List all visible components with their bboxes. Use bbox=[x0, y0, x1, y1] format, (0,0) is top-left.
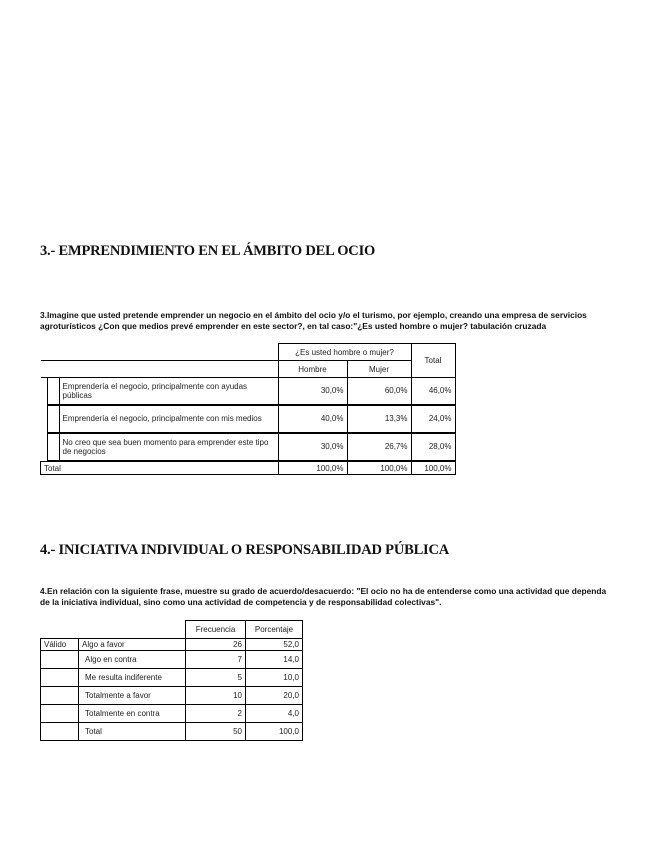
table-row bbox=[41, 669, 303, 687]
table-row bbox=[41, 378, 456, 406]
cell-total: 46,0% bbox=[411, 378, 455, 406]
cell-hombre: 30,0% bbox=[278, 378, 347, 406]
crosstab-table bbox=[40, 343, 456, 475]
corner-cell-2 bbox=[41, 361, 279, 378]
cell-porcentaje: 52,0 bbox=[246, 639, 303, 651]
question-3-text: 3.Imagine que usted pretende emprender un negocio en el ámbito del ocio y/o el turismo, por ejemplo, creando una empresa de servicios agroturísticos ¿Con que medios prevé emprender en este sector?, en tal caso:"¿Es usted hombre o mujer? tabulación cruzada bbox=[40, 310, 587, 331]
total-total: 100,0% bbox=[411, 461, 455, 475]
cell-hombre: 40,0% bbox=[278, 405, 347, 433]
cell-mujer: 26,7% bbox=[347, 433, 411, 461]
cell-frecuencia: 2 bbox=[186, 705, 246, 723]
cell-frecuencia: 50 bbox=[186, 723, 246, 741]
cell-frecuencia: 10 bbox=[186, 687, 246, 705]
cell-porcentaje: 14,0 bbox=[246, 651, 303, 669]
row-label: Emprendería el negocio, principalmente con mis medios bbox=[59, 405, 278, 433]
cell-porcentaje: 20,0 bbox=[246, 687, 303, 705]
row-label: No creo que sea buen momento para emprender este tipo de negocios bbox=[59, 433, 278, 461]
row-label: Me resulta indiferente bbox=[79, 669, 186, 687]
cell-total: 28,0% bbox=[411, 433, 455, 461]
cell-hombre: 30,0% bbox=[278, 433, 347, 461]
header-frecuencia: Frecuencia bbox=[186, 621, 246, 639]
header-porcentaje: Porcentaje bbox=[246, 621, 303, 639]
cell-frecuencia: 7 bbox=[186, 651, 246, 669]
cell-mujer: 60,0% bbox=[347, 378, 411, 406]
table-row bbox=[41, 433, 456, 461]
gender-group-header: ¿Es usted hombre o mujer? bbox=[278, 344, 411, 361]
table-row bbox=[41, 405, 456, 433]
row-label: Algo en contra bbox=[79, 651, 186, 669]
frequency-table bbox=[40, 620, 303, 741]
row-label: Total bbox=[79, 723, 186, 741]
row-label: Totalmente en contra bbox=[79, 705, 186, 723]
cell-total: 24,0% bbox=[411, 405, 455, 433]
total-mujer: 100,0% bbox=[347, 461, 411, 475]
total-header: Total bbox=[411, 344, 455, 378]
header-mujer: Mujer bbox=[347, 361, 411, 378]
header-hombre: Hombre bbox=[278, 361, 347, 378]
corner-cell bbox=[41, 621, 186, 639]
table-row bbox=[41, 705, 303, 723]
table-row bbox=[41, 639, 303, 651]
row-label: Totalmente a favor bbox=[79, 687, 186, 705]
cell-porcentaje: 10,0 bbox=[246, 669, 303, 687]
table-row bbox=[41, 723, 303, 741]
total-row-label: Total bbox=[41, 461, 279, 475]
row-label: Algo a favor bbox=[79, 639, 186, 651]
cell-frecuencia: 26 bbox=[186, 639, 246, 651]
cell-frecuencia: 5 bbox=[186, 669, 246, 687]
row-label: Emprendería el negocio, principalmente con ayudas públicas bbox=[59, 378, 278, 406]
group-label: Válido bbox=[41, 639, 79, 651]
corner-cell bbox=[41, 344, 279, 361]
total-row bbox=[41, 461, 456, 475]
total-hombre: 100,0% bbox=[278, 461, 347, 475]
cell-porcentaje: 4,0 bbox=[246, 705, 303, 723]
section-4-heading: 4.- INICIATIVA INDIVIDUAL O RESPONSABILIDAD PÚBLICA bbox=[40, 542, 450, 558]
cell-porcentaje: 100,0 bbox=[246, 723, 303, 741]
table-row bbox=[41, 651, 303, 669]
cell-mujer: 13,3% bbox=[347, 405, 411, 433]
question-4-text: 4.En relación con la siguiente frase, muestre su grado de acuerdo/desacuerdo: "El ocio no ha de entenderse como una actividad que dependa de la iniciativa individual, sino como una actividad de competencia y de responsabilidad colectivas". bbox=[40, 586, 607, 607]
table-row bbox=[41, 687, 303, 705]
section-3-heading: 3.- EMPRENDIMIENTO EN EL ÁMBITO DEL OCIO bbox=[40, 243, 376, 259]
